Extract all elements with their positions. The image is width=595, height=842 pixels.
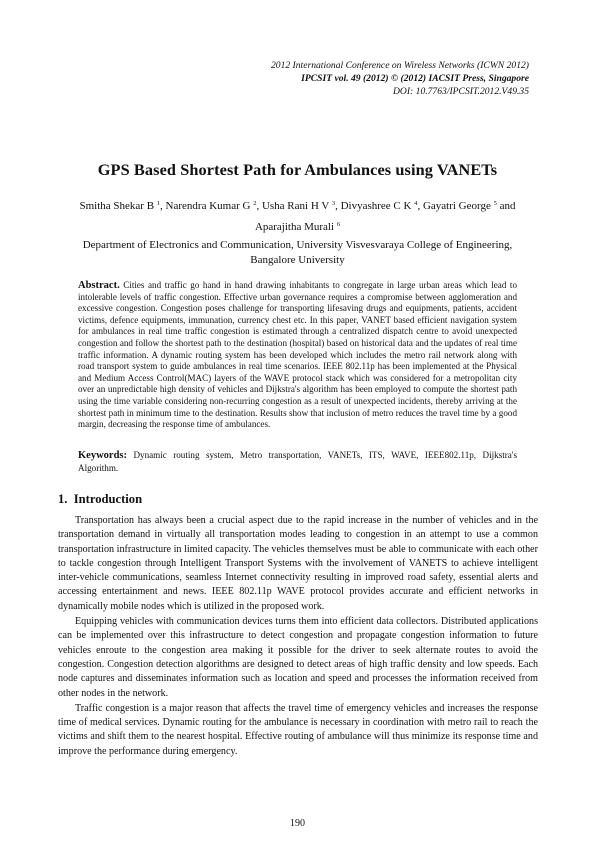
section-title: Introduction xyxy=(73,492,143,506)
author: Gayatri George $^5$ and xyxy=(422,200,516,212)
author-list xyxy=(52,196,543,238)
abstract-label: Abstract. xyxy=(78,280,120,291)
section-number: 1. xyxy=(58,492,68,506)
body-text xyxy=(58,514,538,760)
abstract xyxy=(78,280,517,431)
keywords-text: Dynamic routing system, Metro transportation, VANETs, ITS, WAVE, IEEE802.11p, Dijkstra's Algorithm. xyxy=(78,450,517,473)
publisher-line: IPCSIT vol. 49 (2012) © (2012) IACSIT Press, Singapore xyxy=(301,73,529,84)
affiliation-department: Department of Electronics and Communication, University Visvesvaraya College of Engineering, xyxy=(82,239,513,251)
author: Narendra Kumar G $^2$, xyxy=(165,200,262,212)
author: Divyashree C K $^4$, xyxy=(340,200,423,212)
section-heading xyxy=(58,492,142,507)
author: Usha Rani H V $^3$, xyxy=(261,200,341,212)
conference-name: 2012 International Conference on Wireless Networks (ICWN 2012) xyxy=(270,60,529,71)
keywords-label: Keywords: xyxy=(78,450,127,461)
abstract-text: Cities and traffic go hand in hand drawing inhabitants to congregate in large urban areas which lead to intolerable levels of traffic congestion. Effective urban governance requires a compromise between agglomeration and excessive congestion. Congestion poses challenge for transporting lifesaving drugs and equipments, patients, accident victims, defence equipments, immunation, currency chest etc. In this paper, VANET based efficient navigation system for ambulances in real time traffic congestion is estimated through a centralized dispatch centre to avoid unexpected congestion and follow the shortest path to the destination (hospital) based on historical data and the updates of real time traffic information. A dynamic routing system has been developed which includes the metro rail network along with road transport system to guide ambulances in real time scenarios. IEEE 802.11p has been implemented at the Physical and Medium Access Control(MAC) layers of the WAVE protocol stack which was considered for a metropolitan city over an unpredictable high density of vehicles and Dijkstra's algorithm has been employed to compute the shortest path using the time variable considering non-recurring congestion as a result of unexpected incidents, thereby arriving at the shortest path in minimum time to the destination. Results show that inclusion of metro reduces the travel time by a good margin, decreasing the response time of ambulances. xyxy=(78,280,517,430)
paper-title: GPS Based Shortest Path for Ambulances using VANETs xyxy=(97,160,498,179)
affiliation xyxy=(60,238,535,268)
author: Aparajitha Murali $^6$ xyxy=(254,221,341,233)
doi-line: DOI: 10.7763/IPCSIT.2012.V49.35 xyxy=(393,86,529,97)
paragraph: Transportation has always been a crucial aspect due to the rapid increase in the number of vehicles and in the transportation demand in virtually all transportation modes leading to congestion in an attempt to use a common transportation infrastructure in limited capacity. The vehicles themselves must be able to communicate with each other to tackle congestion through Intelligent Transport Systems with the involvement of VANETS to achieve intelligent inter-vehicle communications, seamless Internet connectivity resulting in improved road safety, essential alerts and accessing entertainment and news. IEEE 802.11p WAVE protocol provides accurate and efficient networks in dynamically mobile nodes which is utilized in the proposed work. xyxy=(58,515,538,612)
keywords xyxy=(78,449,517,475)
paragraph: Equipping vehicles with communication devices turns them into efficient data collectors. Distributed applications can be implemented over this infrastructure to detect congestion and propagate congestion information to future vehicles enroute to the congestion area making it possible for the driver to seek alternate routes to avoid the congestion. Congestion detection algorithms are designed to detect areas of high traffic density and low speeds. Each node captures and disseminates information such as location and speed and processes the information received from other nodes in the network. xyxy=(58,616,538,699)
page-number: 190 xyxy=(290,818,305,829)
paragraph: Traffic congestion is a major reason that affects the travel time of emergency vehicles and increases the response time of medical services. Dynamic routing for the ambulance is necessary in coordination with metro rail to reach the victims and shift them to the nearest hospital. Effective routing of ambulance will thus minimize its response time and improve the performance during emergency. xyxy=(58,702,538,757)
affiliation-university: Bangalore University xyxy=(250,254,345,266)
conference-header xyxy=(271,59,529,98)
author: Smitha Shekar B $^1$, xyxy=(79,200,166,212)
